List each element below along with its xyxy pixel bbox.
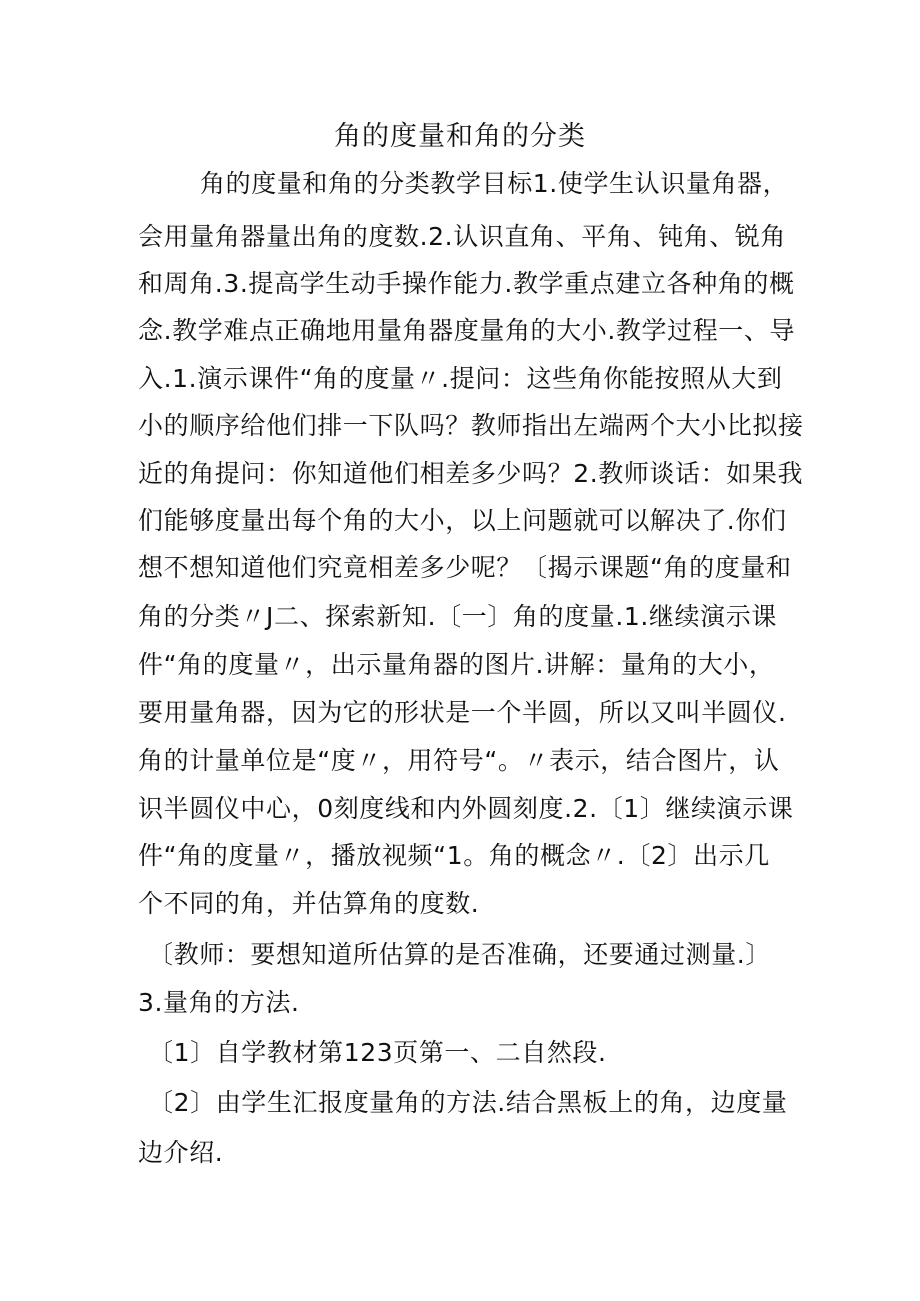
paragraph-line: 会用量角器量出角的度数.2.认识直角、平角、钝角、锐角 bbox=[138, 222, 787, 251]
paragraph-line: 想不想知道他们究竟相差多少呢？〔揭示课题“角的度量和 bbox=[138, 553, 792, 582]
paragraph-line: 近的角提问：你知道他们相差多少吗？2.教师谈话：如果我 bbox=[138, 459, 804, 488]
paragraph-line: 入.1.演示课件“角的度量〃.提问：这些角你能按照从大到 bbox=[138, 364, 783, 393]
paragraph-line: 识半圆仪中心，0刻度线和内外圆刻度.2.〔1〕继续演示课 bbox=[138, 794, 794, 823]
page-title: 角的度量和角的分类 bbox=[334, 121, 586, 152]
paragraph-line: 小的顺序给他们排一下队吗？教师指出左端两个大小比拟接 bbox=[138, 411, 804, 440]
paragraph-line: 角的分类〃J二、探索新知.〔一〕角的度量.1.继续演示课 bbox=[138, 602, 777, 631]
paragraph-line: 边介绍. bbox=[138, 1138, 224, 1167]
paragraph-line: 角的计量单位是“度〃，用符号“。〃表示，结合图片，认 bbox=[138, 746, 780, 775]
paragraph-line: 念.教学难点正确地用量角器度量角的大小.教学过程一、导 bbox=[138, 316, 796, 345]
paragraph-line: 个不同的角，并估算角的度数. bbox=[138, 889, 480, 918]
paragraph-line: 〔2〕由学生汇报度量角的方法.结合黑板上的角，边度量 bbox=[148, 1088, 788, 1117]
paragraph-line: 3.量角的方法. bbox=[138, 988, 300, 1017]
paragraph-line: 件“角的度量〃，播放视频“1。角的概念〃.〔2〕出示几 bbox=[138, 841, 770, 870]
paragraph-line: 要用量角器，因为它的形状是一个半圆，所以又叫半圆仪. bbox=[138, 698, 787, 727]
paragraph-line: 件“角的度量〃，出示量角器的图片.讲解：量角的大小， bbox=[138, 650, 775, 679]
paragraph-line: 们能够度量出每个角的大小，以上问题就可以解决了.你们 bbox=[138, 506, 787, 535]
paragraph-line: 〔1〕自学教材第123页第一、二自然段. bbox=[148, 1038, 607, 1067]
paragraph-line: 角的度量和角的分类教学目标1.使学生认识量角器， bbox=[200, 169, 789, 198]
paragraph-line: 〔教师：要想知道所估算的是否准确，还要通过测量.〕 bbox=[148, 940, 771, 969]
paragraph-line: 和周角.3.提高学生动手操作能力.教学重点建立各种角的概 bbox=[138, 269, 795, 298]
